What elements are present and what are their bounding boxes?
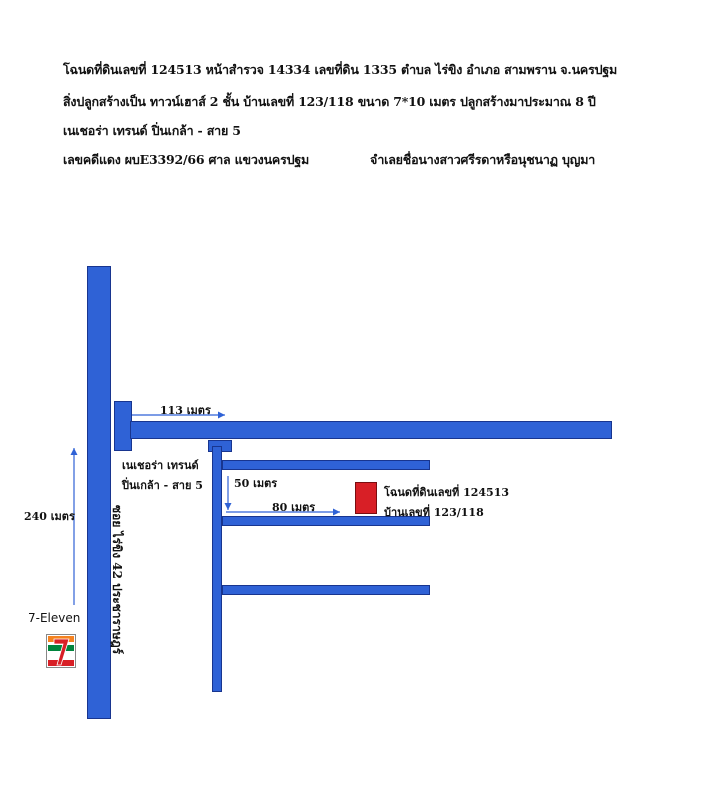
seven-eleven-logo-icon [46, 634, 76, 668]
distance-label-50m: 50 เมตร [234, 477, 278, 490]
distance-label-240m: 240 เมตร [24, 510, 75, 523]
distance-label-113m: 113 เมตร [160, 404, 211, 417]
landmark-label: 7-Eleven [28, 611, 81, 625]
header-line-deed: โฉนดที่ดินเลขที่ 124513 หน้าสำรวจ 14334 เลขที่ดิน 1335 ตำบล ไร่ขิง อำเภอ สามพราน จ.นครปฐม [63, 62, 618, 77]
header-line-case: เลขคดีแดง ผบE3392/66 ศาล แขวงนครปฐม [63, 152, 310, 167]
target-deed-label: โฉนดที่ดินเลขที่ 124513 [384, 486, 510, 499]
village-label-line2: ปิ่นเกล้า - สาย 5 [122, 479, 203, 492]
header-line-building: สิ่งปลูกสร้างเป็น ทาวน์เฮาส์ 2 ชั้น บ้านเลขที่ 123/118 ขนาด 7*10 เมตร ปลูกสร้างมาประมาณ 8 ปี [63, 94, 596, 109]
village-label-line1: เนเชอร่า เทรนด์ [122, 459, 199, 472]
main-road-label: ซอย ไร่ขิง 42 ประชาราษฎร์ [110, 505, 124, 655]
target-house-label: บ้านเลขที่ 123/118 [384, 506, 484, 519]
distance-label-80m: 80 เมตร [272, 501, 316, 514]
header-line-defendant: จำเลยชื่อนางสาวศรีรดาหรือนุชนาฏ บุญมา [370, 152, 596, 167]
header-line-village: เนเชอร่า เทรนด์ ปิ่นเกล้า - สาย 5 [63, 123, 241, 138]
